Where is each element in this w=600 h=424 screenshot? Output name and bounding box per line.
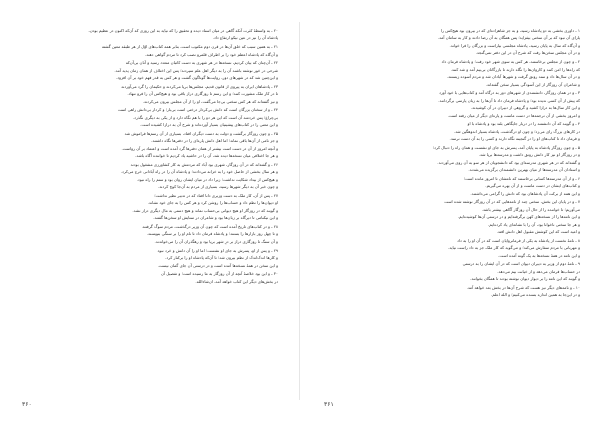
text-line: در بخش‌های دیگر این کتاب خواهد آمد، ان‌شاءالله. [195,278,278,284]
paragraph [324,176,580,197]
text-line: در کارهای بزرگ رای می‌زد؛ و چون او درگذشت، پادشاه بسیار اندوهگین شد. [453,128,580,134]
paragraph [26,44,278,57]
text-line: و در آن مجلس سخن‌ها رفت که شرح آن در این دفتر نمی‌گنجد. [475,50,580,56]
text-line: و نیز گفته‌اند که هر کس سخنی بی‌جا می‌گفت، او را از آن مجلس بیرون می‌کردند. [142,98,278,104]
paragraph [324,121,580,142]
paragraph [324,145,580,173]
text-line: و در روزگار او نیز کار دانش رونق داشت و مدرسه‌ها برپا شد. [478,152,580,158]
text-line: ۲ ـ و چون از مجلس برخاستند، هر کس به سوی شهر خود رفت؛ و پادشاه فرمان داد [441,59,580,65]
text-line: و این نامه در همهٔ نسخه‌ها به یک گونه آمده است. [498,252,580,258]
text-line: بی‌چراغ؛ پس خردمند آن است که این هر دو را با هم نگاه دارد و از یکی به دیگری نگذرد. [132,114,278,120]
paragraph [26,28,278,41]
text-line: و مهربانی با مردم سفارش می‌کند؛ و می‌گوید که کار ملک جز به داد راست نیاید. [448,245,580,251]
paragraph [324,59,580,87]
text-line: و هر جا سخنی ناخوانا بود، آن را با نشانه‌ای یاد کرده‌ایم. [487,221,580,227]
text-line: و گفته‌اند که در هر شهری مدرسه‌ای بود که دانشجویان از هر سو به آن روی می‌آوردند. [437,159,580,165]
text-line: و چون خبر آن به دیگر شهرها رسید، بسیاری از مردم به آن‌جا کوچ کردند. [157,184,278,190]
text-line: و این معنی را در کتاب‌های پیشینیان بسیار آورده‌اند و شرح آن به درازا کشیده است. [140,122,278,128]
paragraph [324,238,580,259]
text-line: ۸ ـ نامهٔ نخست از پادشاه به یکی از فرمانروایان است که در آن او را به داد [457,237,580,243]
text-line: ۱ ـ داوری بخشی به دو پادشاه رسید، و به جز شاهزاده‌ای که در بیرون بود هیچ‌کس را [440,28,580,33]
text-line: و این نیکنامی تا دیرگاه بر زبان‌ها بود و شاعران در ستایش او سخن‌ها گفتند. [153,215,278,221]
paragraph [26,271,278,284]
paragraph [26,193,278,221]
right-page-number: ۳۶۱ [324,402,334,408]
text-line: و استادان آن مدرسه‌ها از میان بهترین دانشمندان برگزیده می‌شدند. [468,167,580,173]
text-line: و گویند که این نامه را بر دیوار دیوان نوشته بودند تا همگان بخوانند. [470,276,580,282]
text-line: ۲۳ ـ پادشاهان ایران به پیروی از قانون قدیم، مجلس‌ها برپا می‌کردند و حکیمان را گرد می‌آوردند [121,83,278,89]
text-line: که راه‌ها را امن کنند و کاروان‌ها را نگاه دارند تا بازرگانان بی‌بیم آمد و شد کنند. [450,66,580,72]
paragraph [26,248,278,269]
text-line: ۹ ـ نامهٔ دوم از وزیر به دبیران دیوان است که در آن ایشان را به درستی [462,261,580,267]
text-line: و آن‌گاه که سال به پایان رسید، پادشاه مجلسی بیاراست و بزرگان را فرا خواند. [449,42,580,48]
text-line: او دیوان‌ها را نظم داد و حساب‌ها را روشن کرد و هر کس را به جای خود نشاند. [147,200,278,206]
text-line: و کتاب‌های ایشان در دست ماست و از آن بهره می‌گیریم. [485,183,580,189]
text-line: در حساب‌ها فرمان می‌دهد و از خیانت بیم می‌دهد. [497,268,580,274]
paragraph [324,285,580,298]
paragraph [324,90,580,118]
text-line: و این نامه‌ها را از نسخه‌های کهن برگرفته‌ایم و در درستی آن‌ها کوشیده‌ایم. [457,214,580,220]
paragraph [26,84,278,105]
paragraph [26,224,278,245]
paragraph [26,107,278,128]
text-line: که پیش از آن کسی ندیده بود؛ و پادشاه فرمان داد تا آن‌ها را به زبان پارسی برگردانند. [438,97,580,103]
text-line: ۲۵ ـ و چون روزگار برگشت و دولت به دست دیگران افتاد، بسیاری از آن رسم‌ها فراموش شد [124,130,278,136]
text-line: و کارها اندک‌اندک از نظم بیرون شد؛ تا آن‌که پادشاه او را برکنار کرد. [165,255,278,261]
text-line: و گویند که در روزگار او هیچ دیوانی بی‌حساب نماند و هیچ دستی به مال دیگری دراز نشد. [132,207,278,213]
paragraph [324,199,580,235]
text-line: ۷ ـ و در پایان این بخش، سخنی چند از نامه‌هایی که در آن روزگار نوشته شده است [444,199,580,205]
text-line: یارای آن نبود که بر آن سخنی بیفزاید؛ پس همگان به آن رضا دادند و کار به سامان آمد. [437,35,580,41]
text-line: و هیچ‌کس از بیداد شکایت نداشت؛ زیرا داد در میان ایشان روان بود و ستم را راه نبود. [136,176,278,182]
text-line: و شاعران آن روزگار از این آسودگی بسیار سخن گفته‌اند. [485,81,580,87]
text-line: ۳ ـ و در همان روزگار، دانشمندی از شهرهای دور به درگاه آمد و کتاب‌هایی با خود آورد [439,90,580,96]
text-line: و آنچه امروز از آن در دست است بیشتر از همان دفترها گرد آمده است و اعتماد بر آن رواست. [121,145,278,151]
text-line: ۲۹ ـ و پس از او، پسرش به جای او نشست؛ اما او را آن دانش و خرد نبود [157,247,278,253]
text-line: ۵ ـ و چون روزگار پادشاه به پایان آمد، پسرش به جای او نشست و همان راه را دنبال کرد؛ [432,144,580,150]
text-line: و امروز بخشی از آن ترجمه‌ها در دست ماست و پاره‌ای دیگر از میان رفته است. [447,112,580,118]
paragraph [26,162,278,190]
right-text-column [324,28,580,298]
text-line: و جز نامی از آن‌ها باقی نماند؛ اما اهل دانش پاره‌ای را در دفترها نگاه داشتند. [151,138,278,144]
text-line: ۲۰ ـ به واسطهٔ کثرت آنکه گاهی در میان اسناد دیده و تحقیق را که نیاید به این روزی که آن‌که اکنون در عظیم بودن، [88,28,278,33]
text-line: و در آن سال‌ها داد و ستد رونق گرفت و شهرها آبادان شد و مردم آسوده زیستند. [446,74,580,80]
text-line: و تا چهل روز بازارها را بستند؛ و پادشاه فرمان داد تا نام او را بر سنگی بنویسند. [146,231,278,237]
text-line: و فرمان داد تا کتاب‌های او را در گنجینه نگاه دارند و کسی را به آن دست نرسد. [449,136,580,142]
left-text-column [26,28,278,284]
text-line: و آن سنگ تا روزگاری دراز بر درِ شهر برپا بود و رهگذران آن را می‌خواندند. [154,238,278,244]
text-line: پادشاه آن را نیز در عین نیکو ارتفاع داد. [212,35,278,41]
text-line: تا در کار ملک مشورت کنند؛ و این رسم تا روزگاری دراز باقی بود و هیچ‌کس آن را فرو ننهاد. [127,91,278,97]
text-line: ۲۷ ـ پس از آن، کار ملک به دست وزیری دانا افتاد که در تدبیر نظیر نداشت؛ [154,192,278,198]
paragraph [324,28,580,56]
text-line: شرحی در خور نوشته باشند آن را به دیگر اهل علم سپردند؛ پس این اختلاف از همان زمان پدید آمد. [114,67,278,73]
text-line: ۱۰ ـ و نامه‌های دیگر نیز هست که شرح آن‌ها در بخش بعد خواهد آمد. [466,284,580,290]
paragraph [26,131,278,159]
text-line: و این سخن در همهٔ نسخه‌ها آمده است و در درستی آن جای گمان نیست. [157,262,278,268]
text-line: ۲۲ ـ آن‌چنان که بیان کردیم، نسخه‌ها در هر شهری به دست کاتبان متعدد رسید و آنان بی‌آن‌که [125,60,278,66]
text-line: ۲۴ ـ و از سخنان بزرگان است که دانش بی‌کردار درختی است بی‌بار؛ و کردار بی‌دانش راهی است [118,107,278,113]
paragraph [26,60,278,81]
text-line: و هر جا اختلافی میان نسخه‌ها دیده شد، آن را در حاشیه یاد کردیم تا خواننده آگاه باشد. [135,153,278,159]
paragraph [324,261,580,282]
text-line: ۲۸ ـ و در کتاب‌های تاریخ آمده است که چون آن وزیر درگذشت، مردم سوگ گرفتند [142,223,278,229]
text-line: و این کار سال‌ها به درازا کشید و گروهی از دبیران در آن کوشیدند. [470,105,580,111]
text-line: می‌آوریم؛ تا خواننده را از حال آن روزگار آگاهی بیشتر باشد. [481,206,580,212]
right-page [300,0,600,424]
text-line: و این‌چنین شد که در شهرهای دور، روایت‌ها گوناگون گشت و هر کس به قدر فهم خود بر آن افزود. [115,75,278,81]
text-line: ۴ ـ و گویند که آن دانشمند را در دربار جایگاهی بلند بود و پادشاه با او [467,121,580,127]
text-line: و امید است که این کوشش مقبول اهل دانش افتد. [496,229,580,235]
text-line: ۳۰ ـ و این بود خلاصهٔ آنچه از آن روزگار به ما رسیده است؛ و تفصیل آن [160,271,278,277]
text-line: و آن‌گاه که پادشاه اعظم خود را بر اطراف قلمرو نصب کرد تا مردم گواهی دهند. [144,51,278,57]
text-line: و هر سال بخشی از حاصل خود را به خزانه می‌دادند؛ و پادشاه آن را در راه آبادانی خرج می‌کرد. [120,169,278,175]
left-page-number: ۳۶۰ [22,402,32,408]
text-line: ۶ ـ و از آن مدرسه‌ها کسانی برخاستند که نامشان تا امروز مانده است؛ [463,175,580,181]
text-line: ۲۱ ـ به همین سبب که خلق آن‌ها در قرن دوم مکتوب است، بنابر همه کتاب‌های اوّل از هر طبقه معین گشته [101,44,278,50]
text-line: ۲۶ ـ و گفته‌اند که در آن روزگار، شهری بود آباد که مردمش به کار کشاورزی مشغول بودند [130,161,278,167]
text-line: و در این‌جا به همین اندازه بسنده می‌کنیم؛ و الله اعلم. [490,292,580,298]
text-line: و این همه از برکت آن پادشاهان بود که دانش را گرامی می‌داشتند. [470,190,580,196]
